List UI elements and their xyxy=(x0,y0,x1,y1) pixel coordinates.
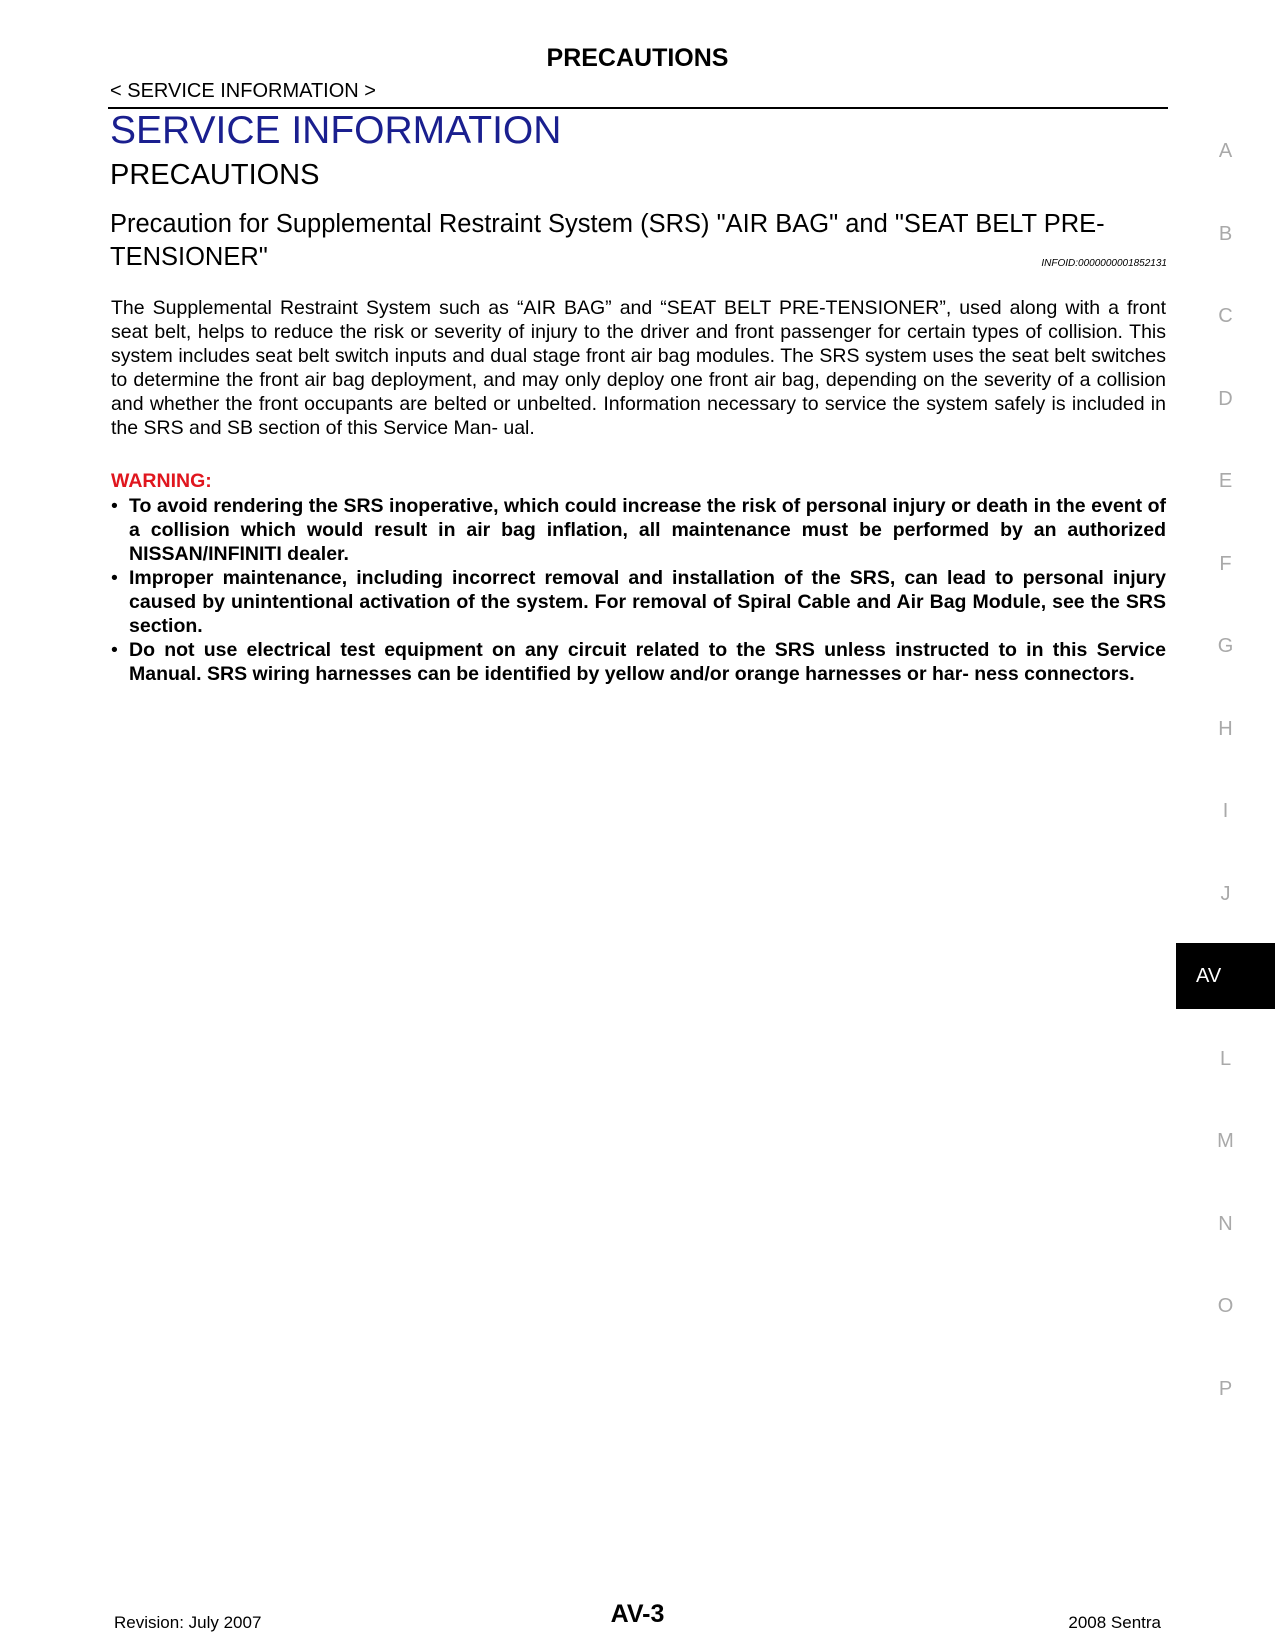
side-tab-i[interactable]: I xyxy=(1222,799,1229,822)
footer-page-number: AV-3 xyxy=(610,1600,665,1628)
side-tab-a[interactable]: A xyxy=(1218,139,1233,162)
side-tab-n[interactable]: N xyxy=(1218,1212,1233,1235)
warning-text: Do not use electrical test equipment on any circuit related to the SRS unless instructed to in this Service Manual. SRS wiring harnesses can be identified by yellow and/or orange harnesses or har- ness connectors. xyxy=(129,639,1166,685)
side-tab-p[interactable]: P xyxy=(1218,1377,1233,1400)
page-title: PRECAUTIONS xyxy=(546,44,729,72)
section-title: SERVICE INFORMATION xyxy=(110,109,562,152)
side-tab-f[interactable]: F xyxy=(1219,552,1232,575)
footer-revision: Revision: July 2007 xyxy=(114,1613,262,1632)
warning-item xyxy=(111,566,1166,638)
side-tab-g[interactable]: G xyxy=(1217,634,1234,657)
info-id: INFOID:0000000001852131 xyxy=(1041,258,1167,269)
side-tab-c[interactable]: C xyxy=(1218,304,1233,327)
footer-model: 2008 Sentra xyxy=(1068,1613,1161,1632)
warning-text: To avoid rendering the SRS inoperative, which could increase the risk of personal injury or death in the event of a collision which would result in air bag inflation, all maintenance must be performed by an authorized NISSAN/INFINITI dealer. xyxy=(129,495,1166,565)
topic-title: Precaution for Supplemental Restraint System (SRS) "AIR BAG" and "SEAT BELT PRE-TENSIONER" xyxy=(110,210,1105,271)
side-tab-j[interactable]: J xyxy=(1220,882,1231,905)
warning-label: WARNING: xyxy=(111,470,212,492)
bullet-icon: • xyxy=(111,567,118,589)
side-tab-b[interactable]: B xyxy=(1218,222,1233,245)
breadcrumb: < SERVICE INFORMATION > xyxy=(110,80,376,102)
warning-item xyxy=(111,638,1166,686)
side-tab-o[interactable]: O xyxy=(1217,1294,1234,1317)
warning-item xyxy=(111,494,1166,566)
side-tab-m[interactable]: M xyxy=(1217,1129,1234,1152)
side-tab-h[interactable]: H xyxy=(1218,717,1233,740)
bullet-icon: • xyxy=(111,495,118,517)
side-tab-l[interactable]: L xyxy=(1219,1047,1232,1070)
side-tab-av[interactable]: AV xyxy=(1176,943,1275,1009)
warning-text: Improper maintenance, including incorrect removal and installation of the SRS, can lead to personal injury caused by unintentional activation of the system. For removal of Spiral Cable and Air Bag Module, see the SRS section. xyxy=(129,567,1166,637)
bullet-icon: • xyxy=(111,639,118,661)
side-tab-e[interactable]: E xyxy=(1218,469,1233,492)
body-paragraph: The Supplemental Restraint System such as “AIR BAG” and “SEAT BELT PRE-TENSIONER”, used along with a front seat belt, helps to reduce the risk or severity of injury to the driver and front passenger for certain types of collision. This system includes seat belt switch inputs and dual stage front air bag modules. The SRS system uses the seat belt switches to determine the front air bag deployment, and may only deploy one front air bag, depending on the severity of a collision and whether the front occupants are belted or unbelted. Information necessary to service the system safely is included in the SRS and SB section of this Service Man- ual. xyxy=(111,297,1166,439)
subsection-title: PRECAUTIONS xyxy=(110,159,320,191)
warning-list xyxy=(111,494,1166,686)
side-tab-d[interactable]: D xyxy=(1218,387,1233,410)
